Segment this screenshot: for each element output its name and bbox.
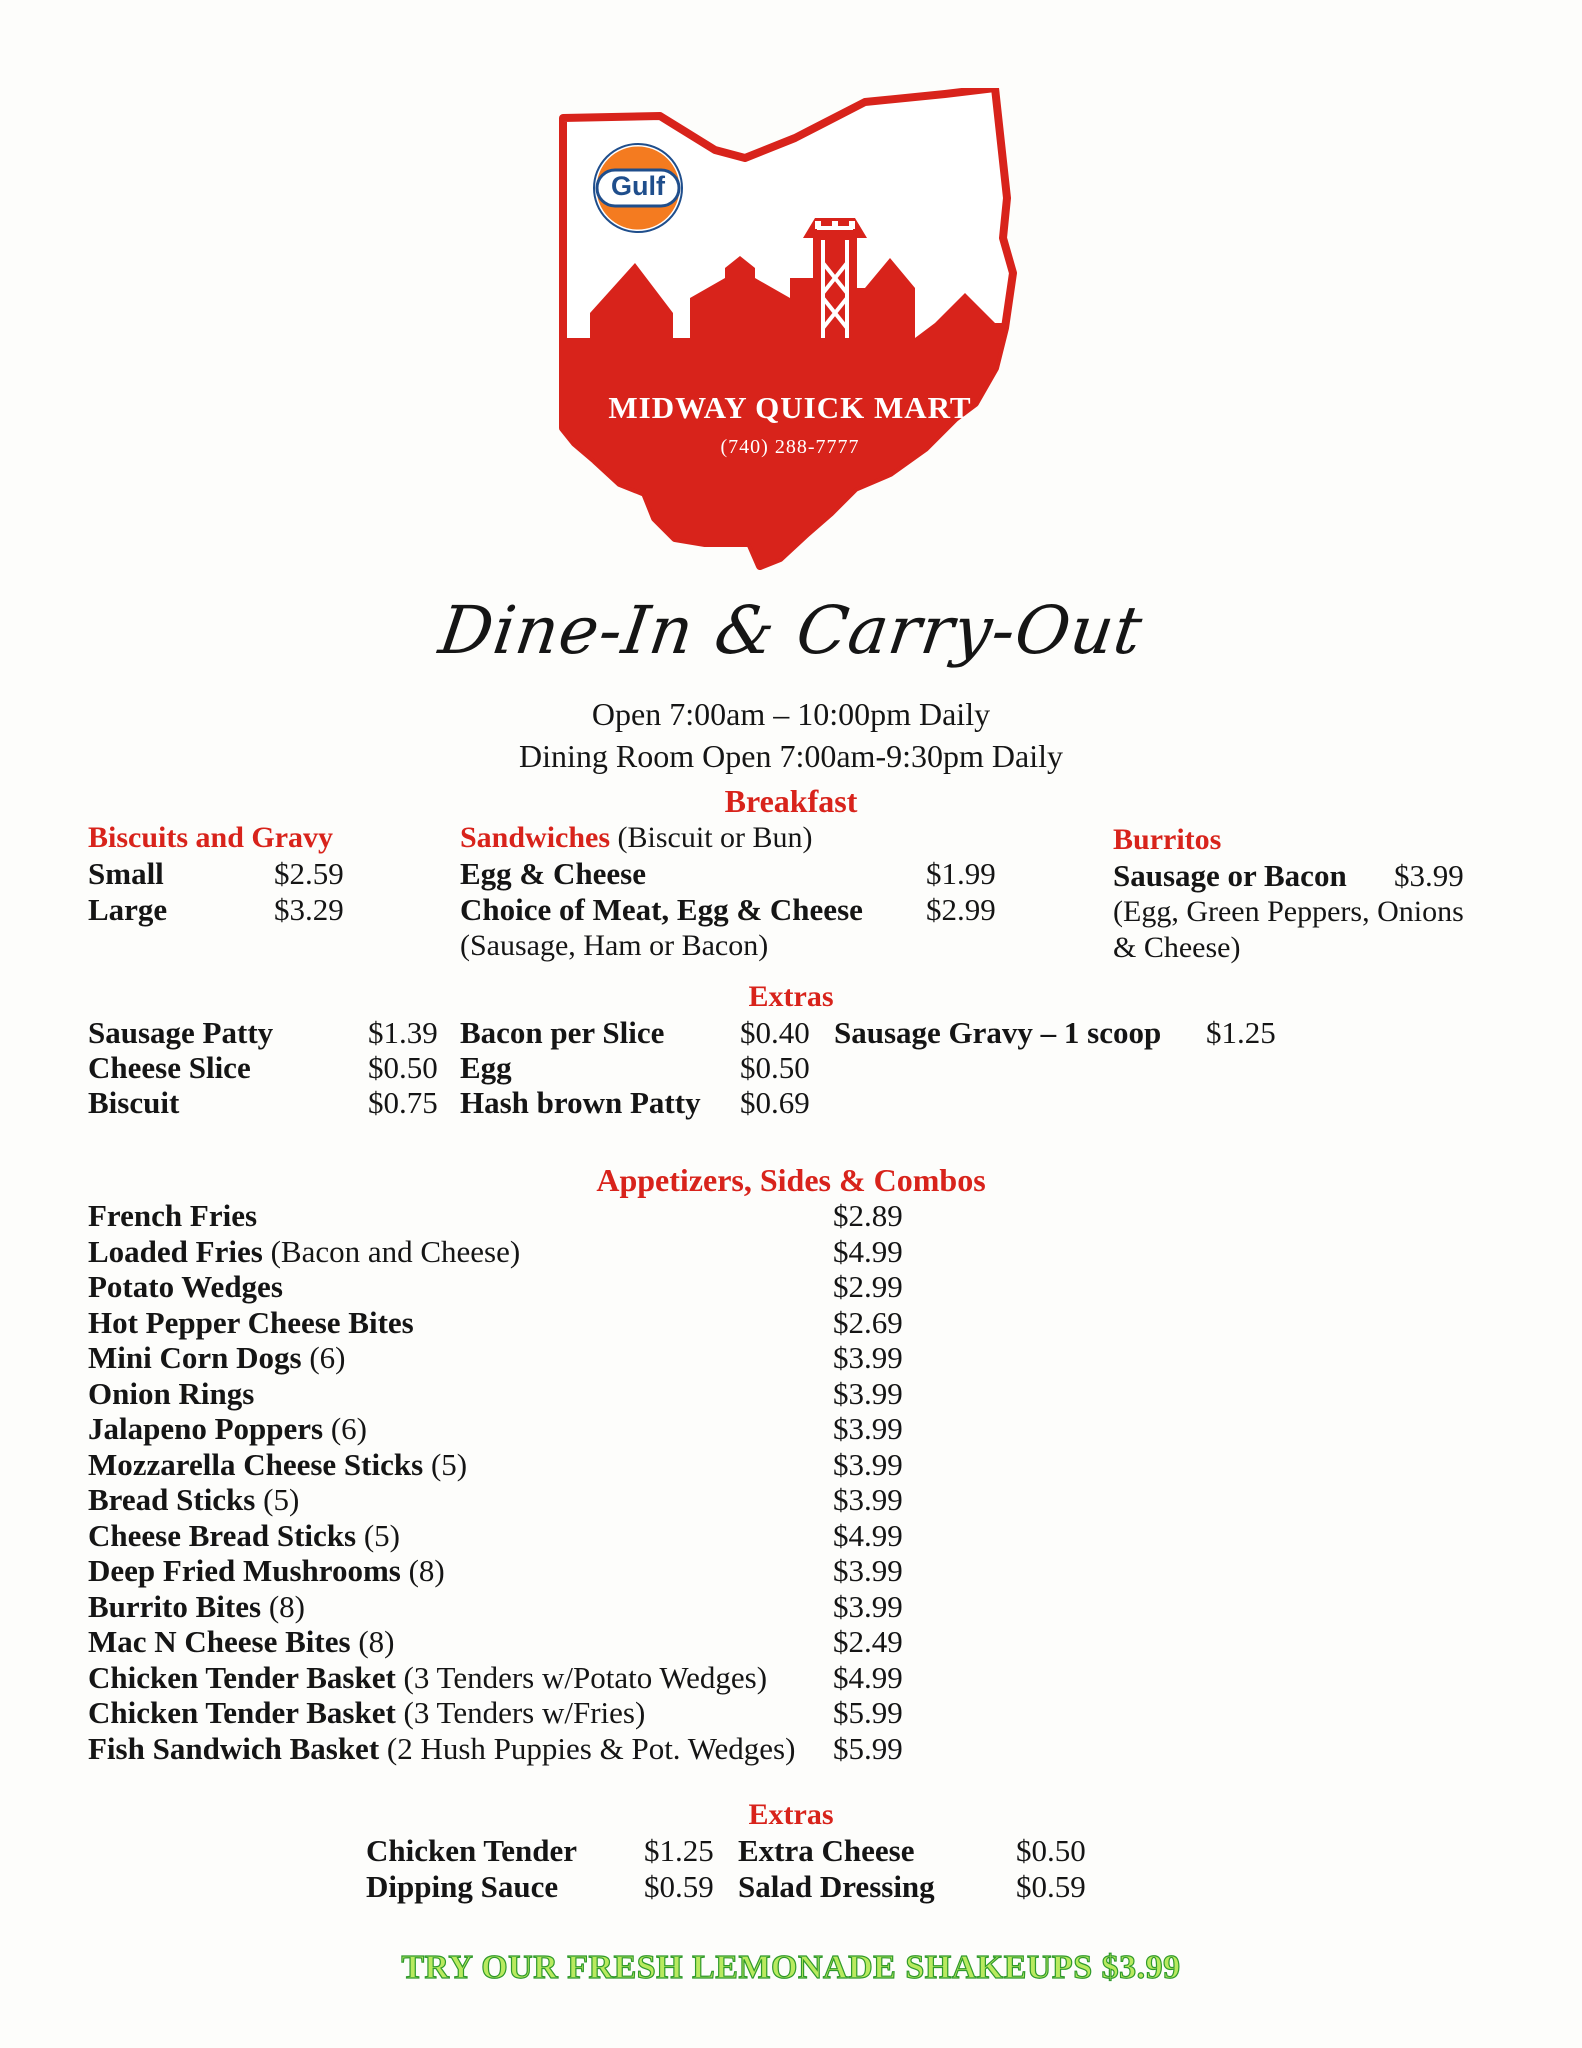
list-item (88, 1447, 903, 1483)
item-detail: (5) (255, 1482, 300, 1517)
extra-bacon-name: Bacon per Slice (460, 1015, 665, 1050)
extra-chicken-tender-name: Chicken Tender (366, 1833, 578, 1868)
item-price: $2.69 (833, 1304, 903, 1340)
item-price: $5.99 (833, 1730, 903, 1766)
biscuit-small-name: Small (88, 856, 164, 891)
biscuit-small-price: $2.59 (274, 856, 344, 891)
item-name: Cheese Bread Sticks (88, 1517, 357, 1553)
item-name: Bread Sticks (88, 1482, 256, 1517)
extra-cheese-slice-name: Cheese Slice (88, 1050, 251, 1085)
item-price: $3.99 (833, 1588, 903, 1624)
item-detail: (6) (301, 1340, 346, 1375)
extra-cheese-slice-price: $0.50 (368, 1050, 438, 1085)
extra-extra-cheese-name: Extra Cheese (738, 1833, 915, 1868)
item-name: Chicken Tender Basket (88, 1659, 396, 1695)
sandwiches-subtitle: (Biscuit or Bun) (610, 821, 813, 854)
item-price: $5.99 (833, 1695, 903, 1730)
list-item (88, 1518, 903, 1554)
item-detail: (3 Tenders w/Fries) (395, 1695, 646, 1730)
item-name: Deep Fried Mushrooms (88, 1553, 401, 1588)
item-price: $3.99 (833, 1375, 903, 1411)
biscuits-heading: Biscuits and Gravy (88, 821, 334, 854)
item-name: Mozzarella Cheese Sticks (88, 1446, 424, 1482)
sandwich-meat-egg-cheese-price: $2.99 (926, 892, 996, 927)
breakfast-extras-heading: Extras (748, 980, 834, 1013)
item-name: Hot Pepper Cheese Bites (88, 1304, 414, 1340)
item-name: Jalapeno Poppers (88, 1411, 324, 1446)
item-price: $4.99 (833, 1233, 903, 1269)
sandwich-egg-cheese-price: $1.99 (926, 856, 996, 891)
list-item (88, 1411, 903, 1447)
item-price: $2.49 (833, 1624, 903, 1659)
item-name: Onion Rings (88, 1375, 255, 1411)
item-detail: (8) (261, 1588, 305, 1624)
extra-gravy-name: Sausage Gravy – 1 scoop (834, 1015, 1162, 1050)
item-name: Fish Sandwich Basket (88, 1730, 380, 1766)
item-price: $2.89 (833, 1198, 903, 1233)
item-price: $3.99 (833, 1340, 903, 1375)
item-detail: (3 Tenders w/Potato Wedges) (395, 1659, 768, 1695)
biscuit-large-price: $3.29 (274, 892, 344, 927)
breakfast-heading: Breakfast (724, 783, 858, 819)
item-price: $3.99 (833, 1553, 903, 1588)
list-item (88, 1624, 903, 1660)
list-item (88, 1660, 903, 1696)
item-price: $2.99 (833, 1269, 903, 1304)
extra-gravy-price: $1.25 (1206, 1015, 1276, 1050)
item-detail: (6) (323, 1411, 368, 1446)
page-title: Dine-In & Carry-Out (434, 592, 1148, 669)
item-detail: (Bacon and Cheese) (262, 1233, 521, 1269)
gulf-brand-text: Gulf (611, 171, 665, 201)
extra-egg-price: $0.50 (740, 1050, 810, 1085)
extra-biscuit-name: Biscuit (88, 1085, 180, 1120)
extra-salad-dressing-price: $0.59 (1016, 1869, 1086, 1904)
item-detail: (8) (400, 1553, 445, 1588)
item-name: Mini Corn Dogs (88, 1340, 302, 1375)
side-extras-heading: Extras (748, 1798, 834, 1831)
item-price: $3.99 (833, 1446, 903, 1482)
item-name: Loaded Fries (88, 1233, 263, 1269)
list-item (88, 1695, 903, 1731)
item-name: Potato Wedges (88, 1269, 283, 1304)
ohio-state-logo-icon (555, 88, 1025, 578)
list-item (88, 1589, 903, 1625)
item-name: French Fries (88, 1198, 258, 1233)
extra-sausage-patty-price: $1.39 (368, 1015, 438, 1050)
item-price: $4.99 (833, 1517, 903, 1553)
burritos-heading: Burritos (1113, 823, 1222, 856)
item-name: Burrito Bites (88, 1588, 262, 1624)
list-item (88, 1305, 903, 1341)
extra-dipping-sauce-price: $0.59 (644, 1869, 714, 1904)
store-name: MIDWAY QUICK MART (608, 390, 972, 425)
list-item (88, 1731, 903, 1767)
list-item (88, 1376, 903, 1412)
store-phone: (740) 288-7777 (720, 436, 860, 458)
extra-dipping-sauce-name: Dipping Sauce (366, 1869, 559, 1904)
extra-egg-name: Egg (460, 1050, 512, 1085)
extra-extra-cheese-price: $0.50 (1016, 1833, 1086, 1868)
list-item (88, 1269, 903, 1305)
biscuit-large-name: Large (88, 892, 168, 927)
item-price: $3.99 (833, 1411, 903, 1446)
extra-sausage-patty-name: Sausage Patty (88, 1015, 274, 1050)
sandwich-meat-egg-cheese-name: Choice of Meat, Egg & Cheese (460, 892, 863, 927)
item-price: $4.99 (833, 1659, 903, 1695)
sandwiches-title: Sandwiches (460, 821, 611, 854)
extra-salad-dressing-name: Salad Dressing (738, 1869, 935, 1904)
list-item (88, 1198, 903, 1234)
list-item (88, 1553, 903, 1589)
item-detail: (8) (350, 1624, 395, 1659)
sandwich-note: (Sausage, Ham or Bacon) (460, 929, 769, 962)
burrito-price: $3.99 (1394, 858, 1464, 893)
hours-line-2: Dining Room Open 7:00am-9:30pm Daily (519, 738, 1063, 774)
extra-hashbrown-name: Hash brown Patty (460, 1085, 701, 1120)
hours-line-1: Open 7:00am – 10:00pm Daily (591, 696, 991, 732)
burrito-name: Sausage or Bacon (1113, 858, 1347, 893)
list-item (88, 1340, 903, 1376)
item-price: $3.99 (833, 1482, 903, 1517)
item-detail: (5) (423, 1446, 468, 1482)
item-name: Chicken Tender Basket (88, 1695, 396, 1730)
lemonade-promo: TRY OUR FRESH LEMONADE SHAKEUPS $3.99 (401, 1949, 1181, 1986)
item-name: Mac N Cheese Bites (88, 1624, 351, 1659)
extra-hashbrown-price: $0.69 (740, 1085, 810, 1120)
burrito-note-1: (Egg, Green Peppers, Onions (1113, 895, 1464, 928)
appetizers-heading: Appetizers, Sides & Combos (596, 1162, 986, 1198)
store-logo (555, 88, 1025, 578)
list-item (88, 1482, 903, 1518)
sandwich-egg-cheese-name: Egg & Cheese (460, 856, 646, 891)
list-item (88, 1234, 903, 1270)
extra-bacon-price: $0.40 (740, 1015, 810, 1050)
extra-biscuit-price: $0.75 (368, 1085, 438, 1120)
extra-chicken-tender-price: $1.25 (644, 1833, 714, 1868)
item-detail: (2 Hush Puppies & Pot. Wedges) (379, 1730, 796, 1766)
burrito-note-2: & Cheese) (1113, 931, 1241, 964)
item-detail: (5) (356, 1517, 400, 1553)
appetizer-list (88, 1198, 903, 1766)
sandwiches-heading (460, 820, 813, 856)
